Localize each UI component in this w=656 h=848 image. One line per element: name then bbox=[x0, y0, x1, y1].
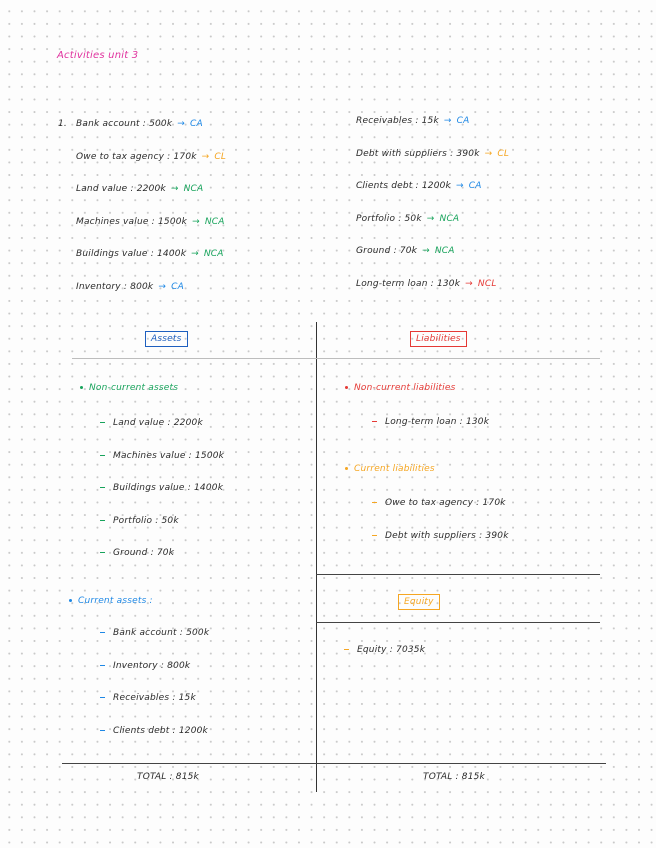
total-line bbox=[62, 763, 606, 764]
item-label: Buildings value : 1400k bbox=[76, 249, 187, 259]
dash-icon bbox=[100, 422, 105, 423]
arrow-icon: → bbox=[455, 181, 464, 191]
assets-box: Assets bbox=[145, 331, 188, 347]
item-label: Machines value : 1500k bbox=[76, 216, 188, 227]
item-label: Inventory : 800k bbox=[76, 281, 154, 292]
arrow-icon: → bbox=[484, 148, 493, 159]
classification-tag: NCA bbox=[204, 216, 225, 227]
classification-tag: CA bbox=[190, 119, 203, 129]
arrow-icon: → bbox=[170, 184, 179, 194]
classification-tag: NCA bbox=[183, 184, 204, 194]
list-item bbox=[100, 661, 190, 671]
non-current-assets-heading: Non-current assets bbox=[80, 383, 178, 393]
item-number: 1. bbox=[58, 119, 67, 129]
list-item bbox=[372, 531, 509, 541]
dash-icon bbox=[100, 697, 105, 698]
total-assets: TOTAL : 815k bbox=[137, 772, 199, 782]
classification-tag: CL bbox=[214, 151, 227, 162]
dash-icon bbox=[100, 730, 105, 731]
list-item bbox=[372, 498, 506, 508]
list-item-text: Long-term loan : 130k bbox=[385, 417, 490, 427]
list-item-text: Portfolio : 50k bbox=[113, 515, 179, 526]
list-item-text: Buildings value : 1400k bbox=[113, 483, 224, 493]
bullet-icon bbox=[69, 599, 72, 602]
classification-tag: NCA bbox=[434, 246, 455, 256]
balance-divider-vertical bbox=[316, 322, 317, 792]
arrow-icon: → bbox=[201, 151, 210, 162]
arrow-icon: → bbox=[158, 281, 167, 292]
dash-icon bbox=[100, 520, 105, 521]
dash-icon bbox=[100, 665, 105, 666]
total-liabilities-equity: TOTAL : 815k bbox=[423, 772, 485, 782]
item-label: Portfolio : 50k bbox=[356, 213, 422, 224]
bullet-icon bbox=[345, 467, 348, 470]
list-item-text: Ground : 70k bbox=[113, 548, 175, 558]
classification-item bbox=[356, 246, 455, 256]
list-item bbox=[100, 548, 174, 558]
item-label: Bank account : 500k bbox=[76, 119, 173, 129]
dash-icon bbox=[100, 487, 105, 488]
list-item-text: Machines value : 1500k bbox=[113, 450, 225, 461]
list-item-text: Clients debt : 1200k bbox=[113, 725, 208, 736]
arrow-icon: → bbox=[426, 213, 435, 224]
dash-icon bbox=[344, 649, 349, 650]
list-item-text: Land value : 2200k bbox=[113, 418, 203, 428]
classification-tag: CL bbox=[497, 148, 510, 159]
item-label: Receivables : 15k bbox=[356, 116, 439, 126]
arrow-icon: → bbox=[177, 119, 186, 129]
item-label: Debt with suppliers : 390k bbox=[356, 148, 480, 159]
item-label: Owe to tax agency : 170k bbox=[76, 151, 197, 162]
list-item-text: Bank account : 500k bbox=[113, 628, 210, 638]
list-item-text: Inventory : 800k bbox=[113, 660, 191, 671]
arrow-icon: → bbox=[422, 246, 430, 256]
item-label: Ground : 70k bbox=[356, 246, 418, 256]
classification-item bbox=[76, 184, 203, 194]
dash-icon bbox=[100, 632, 105, 633]
current-liabilities-heading: Current liabilities bbox=[345, 464, 435, 474]
list-item-text: Owe to tax agency : 170k bbox=[385, 498, 506, 508]
list-item bbox=[100, 693, 196, 703]
classification-item bbox=[76, 152, 226, 162]
dash-icon bbox=[100, 455, 105, 456]
arrow-icon: → bbox=[443, 116, 452, 126]
arrow-icon: → bbox=[465, 278, 473, 289]
list-item bbox=[100, 516, 179, 526]
classification-item bbox=[356, 181, 482, 191]
arrow-icon: → bbox=[192, 216, 200, 227]
classification-tag: CA bbox=[468, 181, 482, 191]
classification-tag: NCA bbox=[203, 249, 224, 259]
current-assets-heading: Current assets : bbox=[69, 596, 153, 606]
classification-item bbox=[76, 217, 225, 227]
header-underline bbox=[72, 358, 600, 359]
list-item bbox=[100, 628, 209, 638]
liabilities-equity-separator bbox=[316, 574, 600, 575]
dash-icon bbox=[100, 552, 105, 553]
list-item bbox=[100, 726, 208, 736]
bullet-icon bbox=[80, 386, 83, 389]
classification-item bbox=[76, 282, 184, 292]
list-item bbox=[100, 418, 203, 428]
classification-item bbox=[356, 116, 469, 126]
equity-header-underline bbox=[316, 622, 600, 623]
equity-box: Equity bbox=[398, 594, 440, 610]
arrow-icon: → bbox=[191, 249, 199, 259]
classification-item bbox=[356, 279, 497, 289]
list-item bbox=[100, 451, 224, 461]
equity-line: Equity : 7035k bbox=[344, 645, 425, 655]
dash-icon bbox=[372, 502, 377, 503]
liabilities-box: Liabilities bbox=[410, 331, 467, 347]
classification-item bbox=[76, 249, 224, 259]
classification-item bbox=[76, 119, 203, 129]
classification-tag: NCL bbox=[477, 278, 497, 289]
list-item-text: Receivables : 15k bbox=[113, 693, 196, 703]
list-item bbox=[372, 417, 489, 427]
bullet-icon bbox=[345, 386, 348, 389]
classification-tag: CA bbox=[456, 116, 470, 126]
item-label: Land value : 2200k bbox=[76, 184, 166, 194]
dash-icon bbox=[372, 535, 377, 536]
classification-tag: NCA bbox=[439, 213, 460, 224]
dash-icon bbox=[372, 421, 377, 422]
item-label: Clients debt : 1200k bbox=[356, 181, 451, 191]
item-label: Long-term loan : 130k bbox=[356, 278, 461, 289]
list-item-text: Debt with suppliers : 390k bbox=[385, 530, 509, 541]
classification-item bbox=[356, 214, 459, 224]
non-current-liabilities-heading: Non-current liabilities bbox=[345, 383, 455, 393]
list-item bbox=[100, 483, 223, 493]
classification-tag: CA bbox=[171, 281, 184, 292]
classification-item bbox=[356, 149, 509, 159]
page-title: Activities unit 3 bbox=[57, 50, 139, 61]
